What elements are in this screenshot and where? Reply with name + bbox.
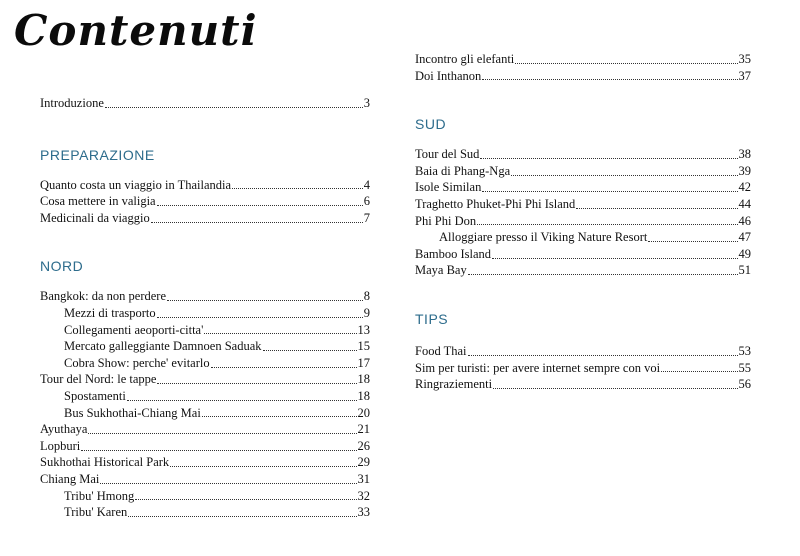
spacer <box>40 112 370 145</box>
toc-entry <box>40 338 370 355</box>
toc-leader-dots <box>170 466 356 467</box>
toc-leader-dots <box>661 371 737 372</box>
toc-entry <box>415 229 751 246</box>
toc-leader-dots <box>263 350 357 351</box>
toc-entry-page: 37 <box>738 68 751 83</box>
toc-entry-page: 38 <box>738 147 751 162</box>
toc-entry <box>415 51 751 68</box>
toc-entry <box>415 196 751 213</box>
toc-entry-label: Lopburi <box>40 438 81 453</box>
toc-entry-page: 47 <box>738 230 751 245</box>
toc-entry-label: Tribu' Karen <box>64 505 128 520</box>
toc-entry <box>40 210 370 227</box>
toc-entry <box>40 371 370 388</box>
section-entries-sud <box>415 146 751 279</box>
toc-entry <box>40 421 370 438</box>
toc-entry-label: Food Thai <box>415 343 467 358</box>
toc-entry <box>40 405 370 422</box>
toc-entry <box>40 288 370 305</box>
toc-entry-label: Alloggiare presso il Viking Nature Resort <box>439 230 648 245</box>
toc-entry-page: 4 <box>363 177 370 192</box>
toc-leader-dots <box>232 188 363 189</box>
toc-leader-dots <box>648 241 737 242</box>
section-heading-tips: TIPS <box>415 310 449 327</box>
section-heading-sud: SUD <box>415 116 447 133</box>
toc-entry-label: Sukhothai Historical Park <box>40 455 170 470</box>
toc-leader-dots <box>211 367 357 368</box>
toc-entry-label: Incontro gli elefanti <box>415 52 515 66</box>
toc-entry-label: Spostamenti <box>64 388 126 403</box>
toc-entry-page: 32 <box>357 488 370 503</box>
toc-entry-intro <box>40 95 370 112</box>
toc-entry-label: Maya Bay <box>415 263 467 278</box>
toc-leader-dots <box>157 205 363 206</box>
toc-entry-page: 29 <box>357 455 370 470</box>
toc-entry <box>415 343 751 360</box>
toc-entry-page: 7 <box>363 210 370 225</box>
toc-entry-page: 26 <box>357 438 370 453</box>
toc-entry-page: 9 <box>363 305 370 320</box>
toc-entry-label: Ringraziementi <box>415 377 493 392</box>
toc-leader-dots <box>468 355 738 356</box>
toc-entry-label: Phi Phi Don <box>415 213 477 228</box>
toc-entry-page: 18 <box>357 388 370 403</box>
toc-leader-dots <box>482 79 737 80</box>
toc-entry-label: Tour del Sud <box>415 147 480 162</box>
toc-entry-label: Doi Inthanon <box>415 68 482 83</box>
toc-entry-page: 39 <box>738 163 751 178</box>
section-entries-preparazione <box>40 177 370 227</box>
toc-leader-dots <box>511 175 737 176</box>
toc-entry-label: Tribu' Hmong <box>64 488 135 503</box>
toc-entry <box>415 376 751 393</box>
toc-leader-dots <box>468 274 738 275</box>
toc-entry <box>415 262 751 279</box>
toc-leader-dots <box>151 222 363 223</box>
toc-entry-page: 21 <box>357 422 370 437</box>
toc-entry-page: 13 <box>357 322 370 337</box>
toc-leader-dots <box>482 191 737 192</box>
toc-leader-dots <box>204 333 356 334</box>
toc-leader-dots <box>105 107 363 108</box>
toc-entry <box>40 488 370 505</box>
toc-leader-dots <box>477 224 737 225</box>
toc-leader-dots <box>128 516 356 517</box>
toc-entry <box>415 68 751 85</box>
section-entries-nord <box>40 288 370 520</box>
toc-entry-label: Sim per turisti: per avere internet sempre con voi <box>415 360 661 375</box>
toc-leader-dots <box>492 258 737 259</box>
toc-entry-label: Chiang Mai <box>40 471 100 486</box>
toc-entry <box>40 504 370 521</box>
toc-leader-dots <box>480 158 737 159</box>
toc-entry-label: Introduzione <box>40 96 104 110</box>
toc-entry-label: Medicinali da viaggio <box>40 210 150 225</box>
toc-entry-label: Cosa mettere in valigia <box>40 194 156 209</box>
toc-entry <box>40 322 370 339</box>
toc-entry <box>40 388 370 405</box>
toc-entry <box>415 246 751 263</box>
toc-entry-page: 18 <box>357 372 370 387</box>
toc-entry-label: Cobra Show: perche' evitarlo <box>64 355 210 370</box>
toc-entry-page: 56 <box>738 377 751 392</box>
toc-leader-dots <box>127 400 357 401</box>
toc-entry-page: 42 <box>738 180 751 195</box>
toc-leader-dots <box>81 450 356 451</box>
section-heading-preparazione: PREPARAZIONE <box>40 146 155 163</box>
toc-entry-label: Tour del Nord: le tappe <box>40 372 157 387</box>
toc-right-column <box>415 51 751 393</box>
toc-leader-dots <box>167 300 363 301</box>
toc-leader-dots <box>135 499 356 500</box>
toc-entry <box>40 193 370 210</box>
toc-left-column <box>40 95 370 521</box>
toc-leader-dots <box>157 383 356 384</box>
toc-entry-page: 17 <box>357 355 370 370</box>
toc-entry <box>415 360 751 377</box>
toc-entry-label: Mercato galleggiante Damnoen Saduak <box>64 339 262 354</box>
toc-entry-page: 6 <box>363 194 370 209</box>
toc-entry <box>415 179 751 196</box>
toc-entry-page: 15 <box>357 339 370 354</box>
toc-entry-page: 8 <box>363 289 370 304</box>
toc-entry-label: Bamboo Island <box>415 246 492 261</box>
toc-entry <box>40 305 370 322</box>
toc-leader-dots <box>88 433 356 434</box>
toc-entry-page: 46 <box>738 213 751 228</box>
toc-entry-label: Quanto costa un viaggio in Thailandia <box>40 177 232 192</box>
toc-entry-label: Ayuthaya <box>40 422 88 437</box>
toc-entry-page: 51 <box>738 263 751 278</box>
section-entries-continued <box>415 51 751 84</box>
toc-entry <box>40 454 370 471</box>
toc-entry-label: Mezzi di trasporto <box>64 305 156 320</box>
toc-entry-page: 55 <box>738 360 751 375</box>
toc-leader-dots <box>576 208 737 209</box>
toc-leader-dots <box>202 416 357 417</box>
toc-entry-label: Bus Sukhothai-Chiang Mai <box>64 405 201 420</box>
toc-leader-dots <box>157 317 363 318</box>
section-heading-nord: NORD <box>40 258 84 275</box>
toc-entry-page: 31 <box>357 471 370 486</box>
toc-entry <box>40 438 370 455</box>
toc-entry <box>415 213 751 230</box>
toc-leader-dots <box>493 388 737 389</box>
toc-entry <box>40 355 370 372</box>
toc-entry-page: 53 <box>738 343 751 358</box>
page-title: Contenuti <box>14 6 258 55</box>
toc-entry-label: Isole Similan <box>415 180 482 195</box>
toc-entry-label: Collegamenti aeoporti-citta' <box>64 322 204 337</box>
section-entries-tips <box>415 343 751 393</box>
toc-entry-label: Baia di Phang-Nga <box>415 163 511 178</box>
toc-entry-page: 35 <box>738 52 751 66</box>
toc-leader-dots <box>100 483 356 484</box>
toc-entry <box>415 163 751 180</box>
toc-entry-page: 33 <box>357 505 370 520</box>
toc-entry-page: 3 <box>363 96 370 110</box>
toc-entry <box>40 177 370 194</box>
toc-entry-page: 49 <box>738 246 751 261</box>
toc-leader-dots <box>515 63 737 64</box>
toc-entry <box>415 146 751 163</box>
toc-entry-page: 20 <box>357 405 370 420</box>
toc-entry-label: Bangkok: da non perdere <box>40 289 167 304</box>
toc-entry-label: Traghetto Phuket-Phi Phi Island <box>415 196 576 211</box>
toc-entry-page: 44 <box>738 196 751 211</box>
toc-entry <box>40 471 370 488</box>
